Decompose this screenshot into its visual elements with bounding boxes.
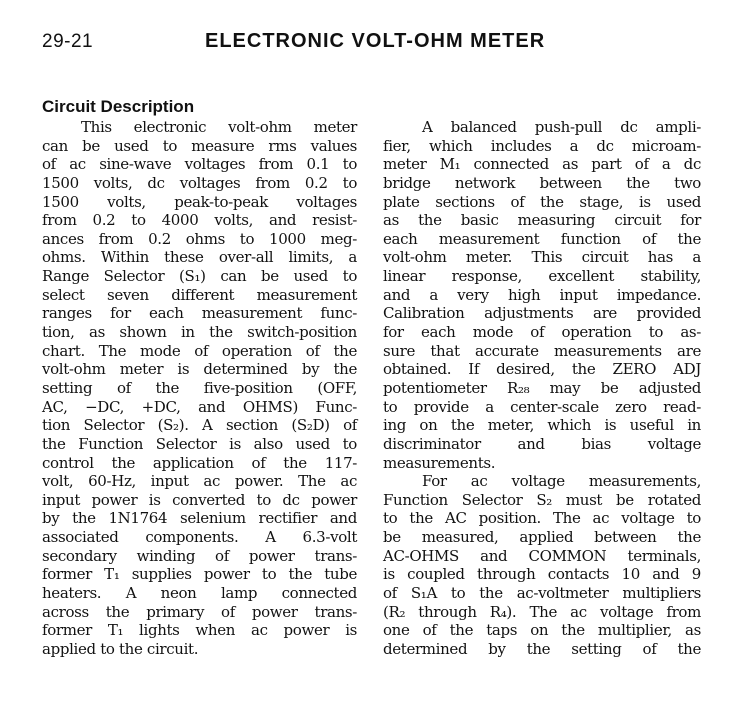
paragraph-line: heaters. A neon lamp connected xyxy=(42,584,357,603)
paragraph-line: former T₁ supplies power to the tube xyxy=(42,565,357,584)
paragraph-line: tion Selector (S₂). A section (S₂D) of xyxy=(42,416,357,435)
paragraph-line: to provide a center-scale zero read- xyxy=(383,397,701,416)
paragraph-line: to the AC position. The ac voltage to xyxy=(383,509,701,528)
paragraph-line: discriminator and bias voltage xyxy=(383,434,701,453)
paragraph-line: AC-OHMS and COMMON terminals, xyxy=(383,546,701,565)
paragraph-line: former T₁ lights when ac power is xyxy=(42,621,357,640)
paragraph-line: applied to the circuit. xyxy=(42,639,199,658)
paragraph-line: potentiometer R₂₈ may be adjusted xyxy=(383,378,701,397)
paragraph-line: is coupled through contacts 10 and 9 xyxy=(383,565,701,584)
paragraph-line: by the 1N1764 selenium rectifier and xyxy=(42,509,357,528)
paragraph-line: measurements. xyxy=(383,453,496,472)
right-column xyxy=(383,118,701,659)
paragraph-line: Range Selector (S₁) can be used to xyxy=(42,267,357,286)
paragraph-line: setting of the five-position (OFF, xyxy=(42,378,357,397)
paragraph-line: ohms. Within these over-all limits, a xyxy=(42,248,357,267)
paragraph-line: bridge network between the two xyxy=(383,173,701,192)
paragraph-line: A balanced push-pull dc ampli- xyxy=(422,118,701,136)
left-column xyxy=(42,118,357,659)
paragraph-line: ing on the meter, which is useful in xyxy=(383,416,701,435)
paragraph-line: each measurement function of the xyxy=(383,229,701,248)
paragraph-line: ranges for each measurement func- xyxy=(42,304,357,323)
paragraph-line: For ac voltage measurements, xyxy=(422,472,701,491)
paragraph-line: and a very high input impedance. xyxy=(383,285,701,304)
paragraph-line: volt-ohm meter. This circuit has a xyxy=(383,248,701,267)
paragraph-line: volt, 60-Hz, input ac power. The ac xyxy=(42,472,357,491)
paragraph-line: sure that accurate measurements are xyxy=(383,341,701,360)
paragraph-line: of ac sine-wave voltages from 0.1 to xyxy=(42,155,357,174)
paragraph-line: from 0.2 to 4000 volts, and resist- xyxy=(42,211,357,230)
paragraph-line: plate sections of the stage, is used xyxy=(383,192,701,211)
page-number: 29-21 xyxy=(42,31,94,52)
page-title: ELECTRONIC VOLT-OHM METER xyxy=(205,30,546,52)
paragraph-line: one of the taps on the multiplier, as xyxy=(383,621,701,640)
paragraph-line: as the basic measuring circuit for xyxy=(383,211,701,230)
paragraph-line: be measured, applied between the xyxy=(383,528,701,547)
paragraph-line: fier, which includes a dc microam- xyxy=(383,136,701,155)
paragraph-line: secondary winding of power trans- xyxy=(42,546,357,565)
paragraph-line: control the application of the 117- xyxy=(42,453,357,472)
paragraph-line: linear response, excellent stability, xyxy=(383,267,701,286)
paragraph-line: volt-ohm meter is determined by the xyxy=(42,360,357,379)
paragraph-line: (R₂ through R₄). The ac voltage from xyxy=(383,602,701,621)
paragraph-line: obtained. If desired, the ZERO ADJ xyxy=(383,360,701,379)
paragraph-line: 1500 volts, dc voltages from 0.2 to xyxy=(42,173,357,192)
paragraph-line: Calibration adjustments are provided xyxy=(383,304,701,323)
paragraph-line: meter M₁ connected as part of a dc xyxy=(383,155,701,174)
paragraph-line: chart. The mode of operation of the xyxy=(42,341,357,360)
paragraph-line: associated components. A 6.3-volt xyxy=(42,528,357,547)
paragraph-line: can be used to measure rms values xyxy=(42,136,357,155)
paragraph-line: input power is converted to dc power xyxy=(42,490,357,509)
paragraph-line: the Function Selector is also used to xyxy=(42,434,357,453)
paragraph-line: for each mode of operation to as- xyxy=(383,323,701,342)
paragraph-line: tion, as shown in the switch-position xyxy=(42,323,357,342)
paragraph-line: Function Selector S₂ must be rotated xyxy=(383,490,701,509)
paragraph-line: of S₁A to the ac-voltmeter multipliers xyxy=(383,584,701,603)
paragraph-line: 1500 volts, peak-to-peak voltages xyxy=(42,192,357,211)
section-heading: Circuit Description xyxy=(42,97,195,116)
paragraph-line: select seven different measurement xyxy=(42,285,357,304)
paragraph-line: ances from 0.2 ohms to 1000 meg- xyxy=(42,229,357,248)
paragraph-line: across the primary of power trans- xyxy=(42,602,357,621)
paragraph-line: This electronic volt-ohm meter xyxy=(81,118,357,136)
paragraph-line: AC, −DC, +DC, and OHMS) Func- xyxy=(42,397,357,416)
paragraph-line: determined by the setting of the xyxy=(383,639,701,658)
